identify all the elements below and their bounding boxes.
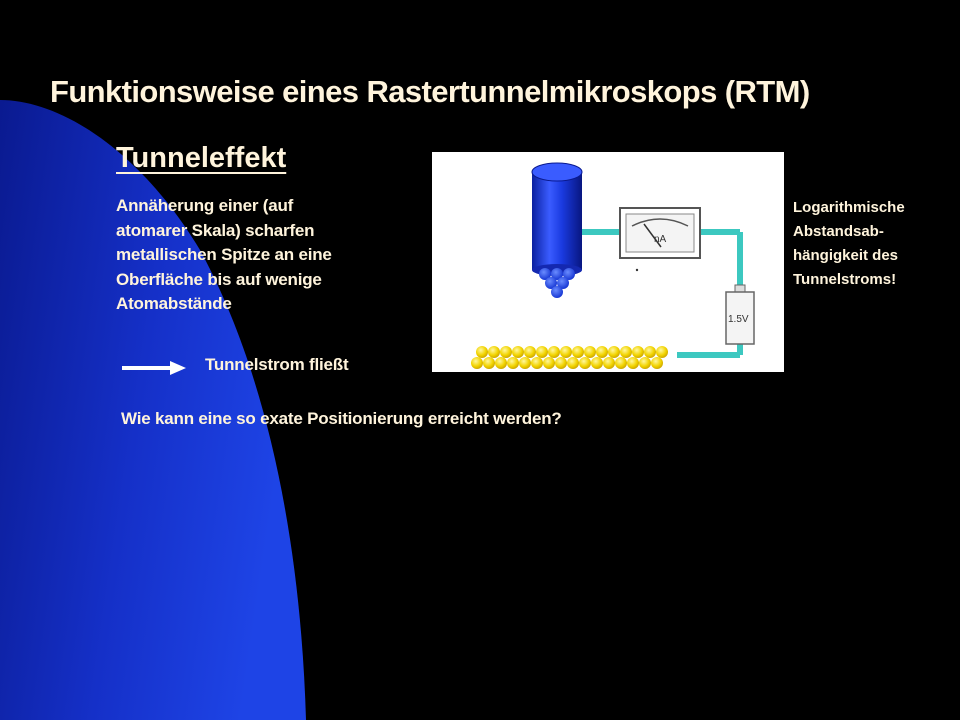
surface-atom — [536, 346, 548, 358]
surface-atom — [500, 346, 512, 358]
side-note-line: Logarithmische — [793, 199, 905, 216]
surface-atom — [555, 357, 567, 369]
tip-cylinder — [532, 163, 582, 276]
surface-atom — [507, 357, 519, 369]
question-text: Wie kann eine so exate Positionierung erreicht werden? — [121, 409, 562, 428]
right-arrow-icon — [120, 356, 188, 378]
side-note-line: Abstandsab- — [793, 223, 884, 240]
surface-atom — [560, 346, 572, 358]
surface-atom — [656, 346, 668, 358]
body-line: Atomabstände — [116, 294, 232, 313]
surface-atom — [584, 346, 596, 358]
side-note-line: hängigkeit des — [793, 247, 899, 264]
surface-atom — [495, 357, 507, 369]
ammeter-label: nA — [654, 234, 667, 245]
stm-circuit-diagram — [432, 152, 784, 372]
surface-atom — [512, 346, 524, 358]
surface-atom — [543, 357, 555, 369]
surface-atom — [524, 346, 536, 358]
surface-atom — [572, 346, 584, 358]
surface-atom — [627, 357, 639, 369]
slide-title: Funktionsweise eines Rastertunnelmikroskops (RTM) — [50, 74, 810, 109]
surface-atom — [531, 357, 543, 369]
surface-atom — [471, 357, 483, 369]
surface-atom — [488, 346, 500, 358]
surface-atoms — [471, 346, 668, 369]
surface-atom — [596, 346, 608, 358]
circuit-illustration — [432, 152, 784, 372]
section-heading: Tunneleffekt — [116, 142, 287, 174]
surface-atom — [639, 357, 651, 369]
body-paragraph — [116, 194, 332, 317]
surface-atom — [651, 357, 663, 369]
surface-atom — [615, 357, 627, 369]
surface-atom — [632, 346, 644, 358]
body-line: Annäherung einer (auf — [116, 196, 294, 215]
result-text: Tunnelstrom fließt — [205, 355, 349, 374]
surface-atom — [567, 357, 579, 369]
body-line: Oberfläche bis auf wenige — [116, 269, 322, 289]
surface-atom — [476, 346, 488, 358]
surface-atom — [579, 357, 591, 369]
body-line: atomarer Skala) scharfen — [116, 220, 315, 240]
ammeter — [620, 208, 700, 258]
battery-label: 1.5V — [728, 314, 749, 325]
tip-atoms — [539, 268, 575, 298]
surface-atom — [608, 346, 620, 358]
surface-atom — [519, 357, 531, 369]
side-note — [793, 196, 905, 292]
surface-atom — [548, 346, 560, 358]
surface-atom — [620, 346, 632, 358]
surface-atom — [483, 357, 495, 369]
surface-atom — [591, 357, 603, 369]
surface-atom — [644, 346, 656, 358]
surface-atom — [603, 357, 615, 369]
battery — [726, 285, 754, 344]
body-line: metallischen Spitze an eine — [116, 245, 332, 264]
side-note-line: Tunnelstroms! — [793, 271, 897, 288]
